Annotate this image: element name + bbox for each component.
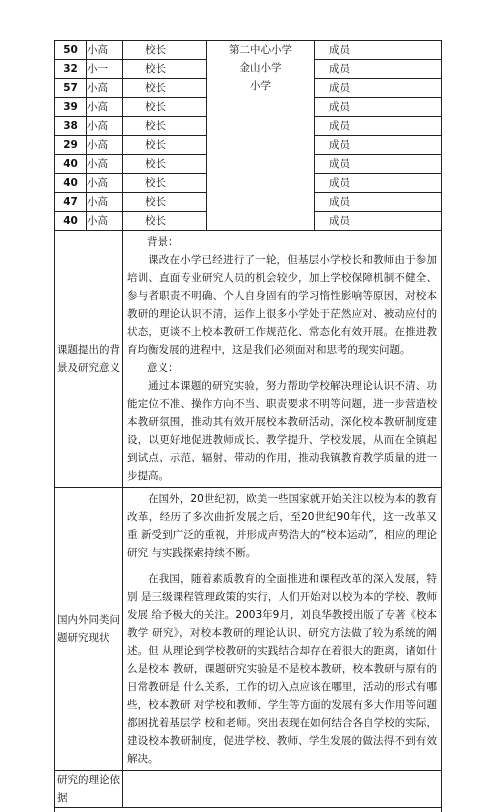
member-age-cell: 39 — [55, 98, 87, 117]
member-age-cell: 50 — [55, 41, 87, 60]
background-text: 课改在小学已经进行了一轮，但基层小学校长和教师由于参加 培训、直面专业研究人员的机会较少，加上学校保障机制不健全、 参与者职责不明确、个人自身固有的学习惰性影响等原因，对校本 教研的理论认识不清，运作上很多小学处于茫然应对、被动应付的 状态，更谈不上校本教研工作规范化、常态化有效开展。在推进教 育均衡发展的进程中，这是我们必须面对和思考的现实问题。 — [127, 251, 437, 359]
member-role-cell: 成员 — [315, 136, 442, 155]
member-role-cell: 成员 — [315, 117, 442, 136]
theory-label: 研究的理论依据 — [55, 771, 123, 808]
member-age-cell: 38 — [55, 117, 87, 136]
application-form-table — [54, 40, 442, 812]
member-position-cell: 校长 — [123, 117, 207, 136]
member-unit-cell — [207, 41, 315, 231]
blank-cell — [55, 808, 442, 812]
unit-line: 第二中心小学 — [207, 41, 314, 59]
member-age-cell: 40 — [55, 212, 87, 231]
background-content — [123, 231, 442, 488]
research-status-content — [123, 488, 442, 771]
member-age-cell: 47 — [55, 193, 87, 212]
blank-row — [55, 808, 442, 812]
member-position-cell: 校长 — [123, 98, 207, 117]
member-title-cell: 小高 — [87, 155, 123, 174]
member-age-cell: 29 — [55, 136, 87, 155]
member-title-cell: 小高 — [87, 41, 123, 60]
member-position-cell: 校长 — [123, 212, 207, 231]
member-position-cell: 校长 — [123, 155, 207, 174]
unit-line: 小学 — [207, 77, 314, 95]
member-position-cell: 校长 — [123, 136, 207, 155]
member-position-cell: 校长 — [123, 41, 207, 60]
member-role-cell: 成员 — [315, 174, 442, 193]
theory-content — [123, 771, 442, 808]
member-age-cell: 57 — [55, 79, 87, 98]
member-title-cell: 小高 — [87, 136, 123, 155]
research-status-foreign: 在国外，20世纪初，欧美一些国家就开始关注以校为本的教育 改革，经历了多次曲折发展之后，至20世纪90年代，这一改革又重 新受到广泛的重视，并形成声势浩大的“校本运动”，相应的理论研究 与实践探索持续不断。 — [127, 490, 437, 562]
member-title-cell: 小高 — [87, 174, 123, 193]
member-role-cell: 成员 — [315, 60, 442, 79]
research-status-domestic: 在我国，随着素质教育的全面推进和课程改革的深入发展，特别 是三级课程管理政策的实行，人们开始对以校为本的学校、教师发展 给予极大的关注。2003年9月，刘良华教授出版了专著《校本教学 研究》，对校本教研的理论认识、研究方法做了较为系统的阐述。但 从理论到学校教研的实践结合却存在着很大的距离，诸如什么是校本 教研，课题研究实验是不是校本教研，校本教研与原有的日常教研是 什么关系，工作的切入点应该在哪里，活动的形式有哪些，校本教研 对学校和教师、学生等方面的发展有多大作用等问题都困扰着基层学 校和老师。突出表现在如何结合各自学校的实际，建设校本教研制度，促进学校、教师、学生发展的做法得不到有效解决。 — [127, 570, 437, 768]
research-status-row — [55, 488, 442, 771]
member-title-cell: 小一 — [87, 60, 123, 79]
member-role-cell: 成员 — [315, 79, 442, 98]
member-position-cell: 校长 — [123, 174, 207, 193]
member-position-cell: 校长 — [123, 193, 207, 212]
member-title-cell: 小高 — [87, 79, 123, 98]
unit-line: 金山小学 — [207, 59, 314, 77]
member-age-cell: 32 — [55, 60, 87, 79]
significance-text: 通过本课题的研究实验，努力帮助学校解决理论认识不清、功 能定位不准、操作方向不当、职责要求不明等问题，进一步营造校 本教研氛围，推动其有效开展校本教研活动，深化校本教研制度建 设，以更好地促进教师成长、教学提升、学校发展，从而在全镇起 到试点、示范、辐射、带动的作用，推动我镇教育教学质量的进一 步提高。 — [127, 377, 437, 485]
background-row — [55, 231, 442, 488]
background-label: 课题提出的背景及研究意义 — [55, 231, 123, 488]
theory-row — [55, 771, 442, 808]
background-heading: 背景： — [127, 233, 437, 251]
member-row — [55, 41, 442, 60]
member-role-cell: 成员 — [315, 212, 442, 231]
member-position-cell: 校长 — [123, 60, 207, 79]
member-role-cell: 成员 — [315, 155, 442, 174]
significance-heading: 意义： — [127, 359, 437, 377]
member-list — [55, 41, 442, 231]
member-position-cell: 校长 — [123, 79, 207, 98]
member-title-cell: 小高 — [87, 212, 123, 231]
member-age-cell: 40 — [55, 155, 87, 174]
member-role-cell: 成员 — [315, 193, 442, 212]
member-title-cell: 小高 — [87, 117, 123, 136]
member-role-cell: 成员 — [315, 41, 442, 60]
research-status-label: 国内外同类问题研究现状 — [55, 488, 123, 771]
member-title-cell: 小高 — [87, 193, 123, 212]
member-age-cell: 40 — [55, 174, 87, 193]
member-title-cell: 小高 — [87, 98, 123, 117]
member-role-cell: 成员 — [315, 98, 442, 117]
